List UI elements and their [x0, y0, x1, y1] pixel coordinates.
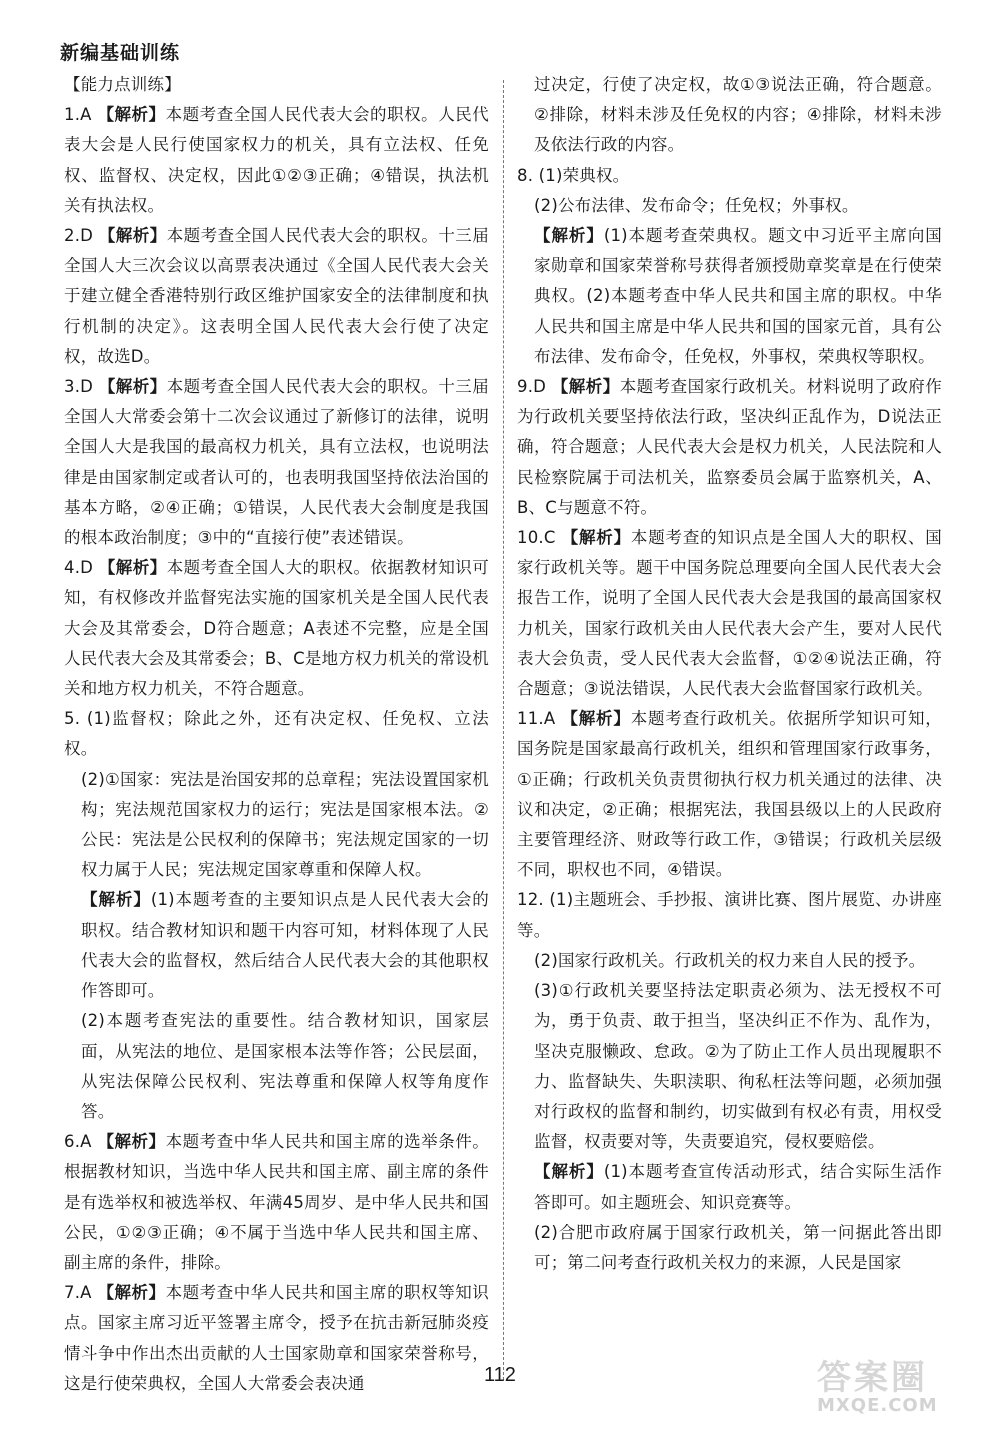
answer-text: (2)①国家：宪法是治国安邦的总章程；宪法设置国家机构；宪法规范国家权力的运行；宪法是国家根本法。②公民：宪法是公民权利的保障书；宪法规定国家的一切权力属于人民；宪法规定国家尊重和保障人权。 — [81, 769, 489, 880]
answer-number: 7.A — [64, 1283, 92, 1303]
answer-number: 10.C — [517, 528, 556, 548]
answer-text: (2)公布法律、发布命令；任免权；外事权。 — [534, 195, 859, 215]
answer-item — [64, 704, 489, 764]
right-column — [517, 70, 942, 1278]
analysis-tag: 【解析】 — [561, 709, 631, 729]
answer-text: (2)本题考查宪法的重要性。结合教材知识，国家层面，从宪法的地位、是国家根本法等作答；公民层面，从宪法保障公民权利、宪法尊重和保障人权等角度作答。 — [81, 1011, 489, 1121]
answer-subitem — [64, 885, 489, 1006]
answer-text: (1)本题考查荣典权。题文中习近平主席向国家勋章和国家荣誉称号获得者颁授勋章奖章是在行使荣典权。(2)本题考查中华人民共和国主席的职权。中华人民共和国主席是中华人民共和国的国家元首，具有公布法律、发布命令，任免权，外事权，荣典权等职权。 — [534, 226, 942, 366]
watermark-text: 答案圈 — [817, 1358, 928, 1398]
answer-subitem — [64, 1006, 489, 1127]
answer-text: (1)本题考查宣传活动形式，结合实际生活作答即可。如主题班会、知识竞赛等。 — [534, 1162, 942, 1212]
answer-number: 5. — [64, 709, 81, 729]
answer-text: 本题考查行政机关。依据所学知识可知，国务院是国家最高行政机关，组织和管理国家行政事务，①正确；行政机关负责贯彻执行权力机关通过的法律、决议和决定，②正确；根据宪法，我国县级以上的人民政府主要管理经济、财政等行政工作，③错误；行政机关层级不同，职权也不同，④错误。 — [517, 709, 942, 880]
answer-subitem — [517, 1157, 942, 1217]
answer-text: (2)合肥市政府属于国家行政机关，第一问据此答出即可；第二问考查行政机关权力的来源，人民是国家 — [534, 1222, 942, 1272]
answer-number: 6.A — [64, 1132, 92, 1152]
answer-subitem — [517, 70, 942, 161]
answer-item — [64, 553, 489, 704]
answer-item — [517, 372, 942, 523]
watermark-logo — [817, 1350, 982, 1426]
answer-text: 本题考查全国人大的职权。依据教材知识可知，有权修改并监督宪法实施的国家机关是全国人民代表大会及其常委会，D符合题意；A表述不完整，应是全国人民代表大会及其常委会；B、C是地方权力机关的常设机关和地方权力机关，不符合题意。 — [64, 558, 489, 699]
answer-item — [64, 221, 489, 372]
answer-number: 2.D — [64, 226, 94, 246]
analysis-tag: 【解析】 — [551, 377, 620, 397]
answer-subitem — [517, 946, 942, 976]
answer-text: (1)监督权；除此之外，还有决定权、任免权、立法权。 — [64, 709, 489, 759]
answer-subitem — [517, 221, 942, 372]
analysis-tag: 【解析】 — [98, 377, 167, 397]
answer-number: 11.A — [517, 709, 556, 729]
answer-number: 12. — [517, 890, 544, 910]
answer-item — [517, 523, 942, 704]
analysis-tag: 【解析】 — [98, 558, 167, 578]
analysis-tag: 【解析】 — [97, 1283, 166, 1303]
answer-text: 本题考查中华人民共和国主席的选举条件。根据教材知识，当选中华人民共和国主席、副主席的条件是有选举权和被选举权、年满45周岁、是中华人民共和国公民，①②③正确；④不属于当选中华人民共和国主席、副主席的条件，排除。 — [64, 1132, 489, 1272]
analysis-tag: 【解析】 — [81, 890, 151, 910]
answer-item — [517, 885, 942, 945]
answer-text: (1)荣典权。 — [538, 165, 630, 185]
answer-text: 本题考查国家行政机关。材料说明了政府作为行政机关要坚持依法行政，坚决纠正乱作为，D说法正确，符合题意；人民代表大会是权力机关，人民法院和人民检察院属于司法机关，监察委员会属于监察机关，A、B、C与题意不符。 — [517, 377, 942, 517]
answer-text: 本题考查全国人民代表大会的职权。十三届全国人大常委会第十二次会议通过了新修订的法律，说明全国人大是我国的最高权力机关，具有立法权，也说明法律是由国家制定或者认可的，也表明我国坚持依法治国的基本方略，②④正确；①错误，人民代表大会制度是我国的根本政治制度；③中的“直接行使”表述错误。 — [64, 377, 489, 548]
answer-subitem — [517, 191, 942, 221]
left-column — [64, 70, 489, 1399]
answer-item — [517, 161, 942, 191]
answer-text: (3)①行政机关要坚持法定职责必须为、法无授权不可为，勇于负责、敢于担当，坚决纠正不作为、乱作为，坚决克服懒政、怠政。②为了防止工作人员出现履职不力、监督缺失、失职渎职、徇私枉法等问题，必须加强对行政权的监督和制约，切实做到有权必有责，用权受监督，权责要对等，失责要追究，侵权要赔偿。 — [534, 981, 942, 1152]
answer-text: 过决定，行使了决定权，故①③说法正确，符合题意。②排除，材料未涉及任免权的内容；④排除，材料未涉及依法行政的内容。 — [534, 75, 942, 155]
answer-text: (2)国家行政机关。行政机关的权力来自人民的授予。 — [534, 950, 926, 970]
analysis-tag: 【解析】 — [97, 1132, 166, 1152]
answer-text: (1)主题班会、手抄报、演讲比赛、图片展览、办讲座等。 — [517, 890, 943, 940]
answer-text: 本题考查的知识点是全国人大的职权、国家行政机关等。题干中国务院总理要向全国人民代表大会报告工作，说明了全国人民代表大会是我国的最高国家权力机关，国家行政机关由人民代表大会产生，要对人民代表大会负责，受人民代表大会监督，①②④说法正确，符合题意；③说法错误，人民代表大会监督国家行政机关。 — [517, 528, 942, 699]
watermark-url: MXQE.COM — [817, 1395, 938, 1416]
answer-item — [64, 100, 489, 221]
answer-subitem — [64, 765, 489, 886]
analysis-tag: 【解析】 — [534, 226, 604, 246]
answer-subitem — [517, 1218, 942, 1278]
answer-number: 8. — [517, 165, 534, 185]
answer-number: 3.D — [64, 377, 94, 397]
answer-text: (1)本题考查的主要知识点是人民代表大会的职权。结合教材知识和题干内容可知，材料体现了人民代表大会的监督权，然后结合人民代表大会的其他职权作答即可。 — [81, 890, 489, 1001]
analysis-tag: 【解析】 — [97, 105, 166, 125]
column-divider — [503, 80, 504, 1380]
answer-text: 本题考查全国人民代表大会的职权。十三届全国人大三次会议以高票表决通过《全国人民代表大会关于建立健全香港特别行政区维护国家安全的法律制度和执行机制的决定》。这表明全国人民代表大会行使了决定权，故选D。 — [64, 226, 489, 366]
analysis-tag: 【解析】 — [534, 1162, 604, 1182]
answer-subitem — [517, 976, 942, 1157]
analysis-tag: 【解析】 — [561, 528, 631, 548]
answer-item — [64, 372, 489, 553]
answer-item — [517, 704, 942, 885]
page-header-title: 新编基础训练 — [60, 42, 181, 64]
page-number: 112 — [484, 1364, 516, 1386]
answer-number: 1.A — [64, 105, 92, 125]
section-heading — [64, 70, 489, 100]
answer-text: 本题考查中华人民共和国主席的职权等知识点。国家主席习近平签署主席令，授予在抗击新冠肺炎疫情斗争中作出杰出贡献的人士国家勋章和国家荣誉称号，这是行使荣典权，全国人大常委会表决通 — [64, 1283, 489, 1393]
answer-text: 本题考查全国人民代表大会的职权。人民代表大会是人民行使国家权力的机关，具有立法权、任免权、监督权、决定权，因此①②③正确；④错误，执法机关有执法权。 — [64, 105, 489, 215]
section-heading-text: 【能力点训练】 — [64, 75, 181, 94]
analysis-tag: 【解析】 — [98, 226, 167, 246]
answer-item — [64, 1127, 489, 1278]
answer-number: 4.D — [64, 558, 94, 578]
answer-number: 9.D — [517, 377, 547, 397]
